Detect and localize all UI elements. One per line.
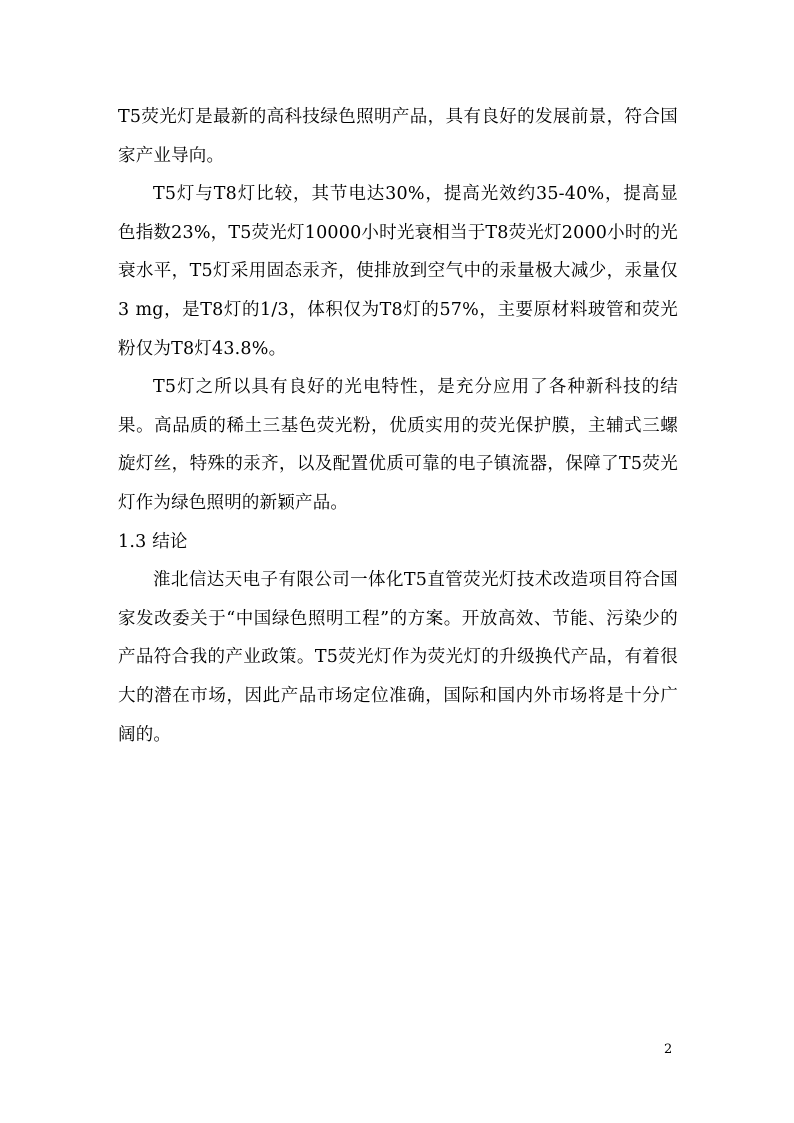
paragraph-intro: T5荧光灯是最新的高科技绿色照明产品，具有良好的发展前景，符合国家产业导向。 (118, 107, 678, 166)
document-body (118, 98, 678, 754)
page-number: 2 (664, 1042, 673, 1057)
paragraph-comparison: T5灯与T8灯比较，其节电达30%，提高光效约35-40%，提高显色指数23%，T5荧光灯10000小时光衰相当于T8荧光灯2000小时的光衰水平，T5灯采用固态汞齐，使排放到空气中的汞量极大减少，汞量仅3 mg，是T8灯的1/3，体积仅为T8灯的57%，主要原材料玻管和荧光粉仅为T8灯43.8%。 (118, 184, 678, 359)
paragraph-conclusion: 淮北信达天电子有限公司一体化T5直管荧光灯技术改造项目符合国家发改委关于“中国绿色照明工程”的方案。开放高效、节能、污染少的产品符合我的产业政策。T5荧光灯作为荧光灯的升级换代产品，有着很大的潜在市场，因此产品市场定位准确，国际和国内外市场将是十分广阔的。 (118, 570, 678, 745)
section-heading-conclusion: 1.3 结论 (118, 531, 188, 552)
paragraph-technology: T5灯之所以具有良好的光电特性，是充分应用了各种新科技的结果。高品质的稀土三基色荧光粉，优质实用的荧光保护膜，主辅式三螺旋灯丝，特殊的汞齐，以及配置优质可靠的电子镇流器，保障了T5荧光灯作为绿色照明的新颖产品。 (118, 377, 678, 513)
